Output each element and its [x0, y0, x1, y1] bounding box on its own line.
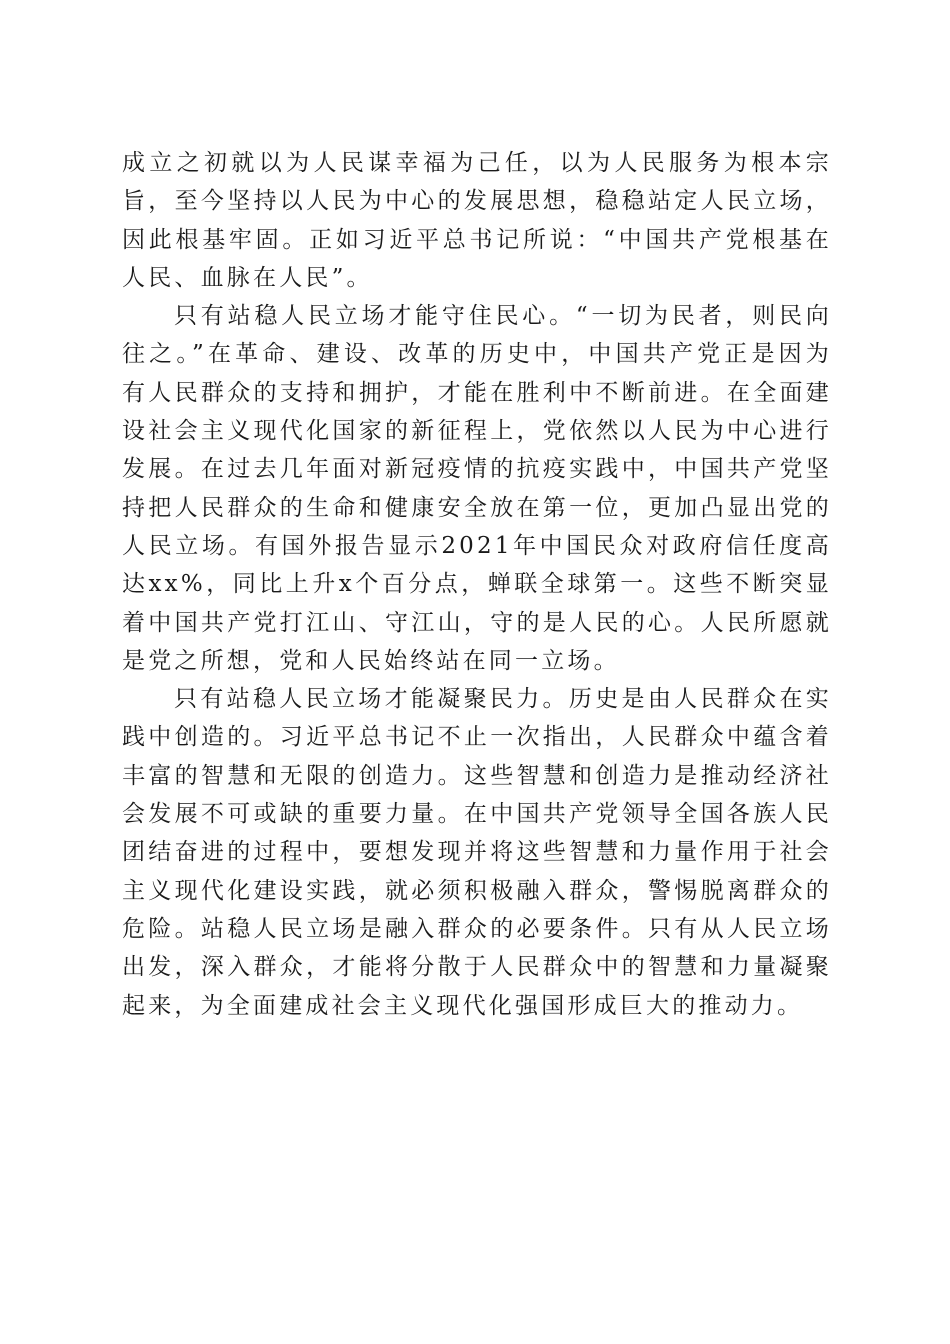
- paragraph-3: 只有站稳人民立场才能凝聚民力。历史是由人民群众在实践中创造的。习近平总书记不止一次指出，人民群众中蕴含着丰富的智慧和无限的创造力。这些智慧和创造力是推动经济社会发展不可或缺的重要力量。在中国共产党领导全国各族人民团结奋进的过程中，要想发现并将这些智慧和力量作用于社会主义现代化建设实践，就必须积极融入群众，警惕脱离群众的危险。站稳人民立场是融入群众的必要条件。只有从人民立场出发，深入群众，才能将分散于人民群众中的智慧和力量凝聚起来，为全面建成社会主义现代化强国形成巨大的推动力。: [122, 686, 832, 1019]
- body-text: [122, 144, 832, 1025]
- paragraph-1: 成立之初就以为人民谋幸福为己任，以为人民服务为根本宗旨，至今坚持以人民为中心的发展思想，稳稳站定人民立场，因此根基牢固。正如习近平总书记所说：“中国共产党根基在人民、血脉在人民”。: [122, 150, 832, 291]
- paragraph-2: 只有站稳人民立场才能守住民心。“一切为民者，则民向往之。”在革命、建设、改革的历史中，中国共产党正是因为有人民群众的支持和拥护，才能在胜利中不断前进。在全面建设社会主义现代化国家的新征程上，党依然以人民为中心进行发展。在过去几年面对新冠疫情的抗疫实践中，中国共产党坚持把人民群众的生命和健康安全放在第一位，更加凸显出党的人民立场。有国外报告显示2021年中国民众对政府信任度高达xx%，同比上升x个百分点，蝉联全球第一。这些不断突显着中国共产党打江山、守江山，守的是人民的心。人民所愿就是党之所想，党和人民始终站在同一立场。: [122, 303, 832, 674]
